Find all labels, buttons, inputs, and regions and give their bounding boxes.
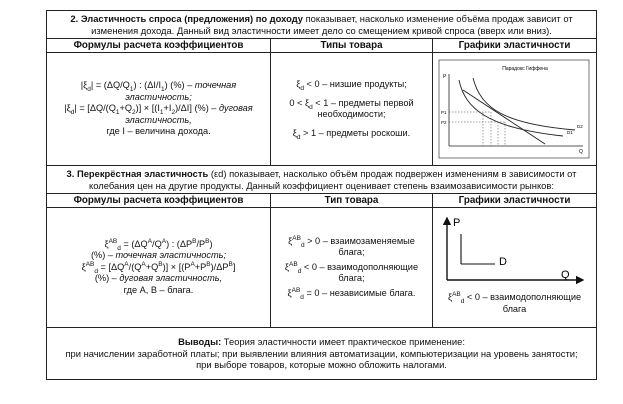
cross-col-type: Тип товара [271,194,433,208]
cross-formula-point: $\xi^{AB}_d = (\Delta Q^A/Q^A)$ : $(\Delta P^B/P^B)$ [104,237,213,252]
conclusion [47,328,597,380]
cross-column-headers [47,194,597,208]
cross-type-substitutes: $\xi^{AB}_d > 0$ – взаимозаменяемые блага; [288,234,415,258]
graph-label-p1: P1 [441,110,447,115]
cross-title-text: (εd) показывает, насколько объём продаж подвержен изменениям в зависимости от колебания цен на другие продукты. Данный коэффициент оценивает степень взаимозависимости рынков: [89,167,577,191]
cross-graph [433,208,595,292]
income-col-types: Типы товара [271,39,433,53]
income-title-bold: 2. Эластичность спроса (предложения) по доходу [70,12,303,24]
income-formula-arc: $|\xi_d| = [\Delta Q/(Q_1+Q_2)] \times [(I_1+I_2)/\Delta I]$ (%) – дуговая эластичность, [64,103,253,125]
conclusion-line-1: Выводы: Теория эластичности имеет практическое применение: [178,336,465,348]
cross-section-header [47,166,597,194]
income-type-inferior: $\xi_d < 0$ – низшие продукты; [296,79,407,92]
graph-frame [439,60,589,158]
cross-graph-note: $\xi^{AB}_d < 0$ – взаимодополняющие блага [447,290,582,314]
cross-formula-note: где A, B – блага. [123,284,194,295]
income-type-luxury: $\xi_d > 1$ – предметы роскоши. [292,127,411,141]
cross-type-complements: $\xi^{AB}_d < 0$ – взаимодополняющие блага; [284,260,419,284]
conclusion-line-2: при начислении заработной платы; при выявлении влияния автоматизации, компьютеризации на уровень занятости; [65,347,578,359]
conclusion-row [47,328,597,380]
cross-section-title [47,166,597,194]
cross-type-independent: $\xi^{AB}_d = 0$ – независимые блага. [287,286,416,301]
graph-label-p2: P2 [441,120,447,125]
elasticity-table [46,10,597,380]
income-content-row [47,53,597,166]
income-col-graphs: Графики эластичности [433,39,597,53]
income-graph-cell [433,53,597,166]
income-section-header [47,11,597,39]
income-formula-note: где I – величина дохода. [106,126,211,137]
conclusion-bold: Выводы: [178,336,222,348]
income-formula-point: $|\xi_d| = (\Delta Q/Q_1)$ : $(\Delta I/I_1)$ (%) – точечная эластичность; [80,80,237,102]
giffen-graph [433,54,595,164]
cross-types [271,208,433,328]
graph-caption: Парадокс Гиффена [502,66,548,72]
income-type-necessity: $0 < \xi_d < 1$ – предметы первой необходимости; [289,97,414,119]
conclusion-line-3: при выборе товаров, которые можно обложить налогами. [196,359,447,371]
graph-label-d1: D1 [567,130,573,135]
cross-graph-label-p: P [453,217,461,229]
income-col-formulas: Формулы расчета коэффициентов [47,39,271,53]
cross-title-bold: 3. Перекрёстная эластичность [66,167,209,179]
income-section-title [47,11,597,39]
cross-col-formulas: Формулы расчета коэффициентов [47,194,271,208]
cross-formula-arc: $\xi^{AB}_d = [\Delta Q^A/(Q^A+Q^B)] \times [(P^A+P^B)/\Delta P^B]$ [81,260,236,275]
cross-formula-point-kind: (%) – точечная эластичность; [90,250,226,261]
cross-col-graphs: Графики эластичности [433,194,597,208]
income-title-text: показывает, насколько изменение объёма продаж зависит от изменения дохода. Данный вид эластичности имеет дело со смещением кривой спроса (вверх или вниз). [91,12,573,36]
graph-label-p: P [443,74,447,80]
income-types [271,53,433,166]
income-column-headers [47,39,597,53]
cross-graph-label-q: Q [561,269,570,281]
cross-formula-arc-kind: (%) – дуговая эластичность, [94,273,223,284]
cross-content-row [47,208,597,328]
graph-label-d2: D2 [577,124,583,129]
graph-label-q: Q [579,149,583,155]
income-formulas [47,53,271,166]
cross-formulas [47,208,271,328]
cross-graph-label-d: D [499,256,507,268]
cross-graph-cell [433,208,597,328]
